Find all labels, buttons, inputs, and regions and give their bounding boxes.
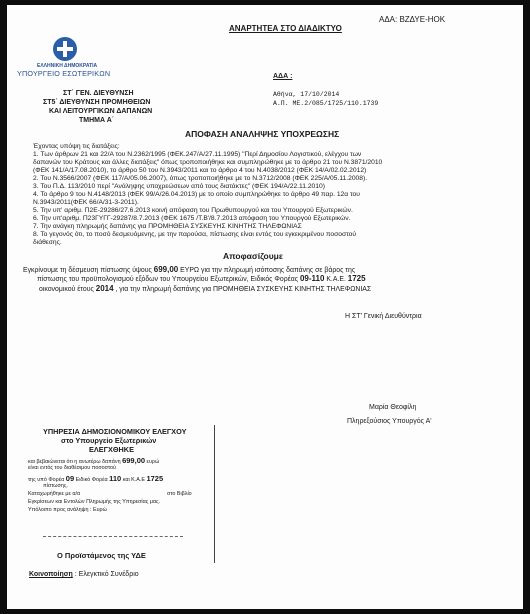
ada-label: ΑΔΑ : <box>273 73 293 80</box>
consideration-line: 7. Την ανάγκη πληρωμής δαπάνης για ΠΡΟΜΗΘΕΙΑ ΣΥΣΚΕΥΗΣ ΚΙΝΗΤΗΣ ΤΗΛΕΦΩΝΙΑΣ <box>33 223 302 230</box>
audit-text: και βεβαιώνεται ότι η ανωτέρω δαπάνη <box>28 459 123 465</box>
consideration-line: 2. Του Ν.3566/2007 (ΦΕΚ 117/Α/05.06.2007), όπως τροποποιήθηκε με το Ν.3712/2008 (ΦΕΚ 225/Α/05.11.2008). <box>33 175 368 182</box>
consideration-line: 3. Του Π.Δ. 113/2010 περί "Ανάληψης υποχρεώσεων από τους διατάκτες" (ΦΕΚ 194/Α/22.11.2010) <box>33 183 325 190</box>
document-page <box>7 5 523 609</box>
consideration-line: δαπανών του Κράτους και άλλες διατάξεις" όπως τροποποιήθηκε και συμπληρώθηκε με το άρθρο 21 του Ν.3871/2010 <box>33 159 383 166</box>
audit-kae: 1725 <box>146 474 164 483</box>
audit-text: της υπό Φορέα <box>28 477 66 483</box>
decision-forea: 09-110 <box>299 274 325 283</box>
audit-forea: 09 <box>65 474 75 483</box>
audit-line-4: πίστωσης. <box>43 483 68 489</box>
audit-title-1: ΥΠΗΡΕΣΙΑ ΔΗΜΟΣΙΟΝΟΜΙΚΟΥ ΕΛΕΓΧΟΥ <box>43 427 187 436</box>
ministry-name: ΥΠΟΥΡΓΕΙΟ ΕΣΩΤΕΡΙΚΩΝ <box>17 69 111 78</box>
audit-line-5b: στο Βιβλίο <box>167 491 192 497</box>
audit-line-1 <box>28 456 159 465</box>
audit-head-title: Ο Προϊστάμενος της ΥΔΕ <box>57 551 146 560</box>
greek-seal-icon <box>53 37 77 61</box>
signatory-role: Πληρεξούσιος Υπουργός Α' <box>347 418 432 425</box>
decision-text: , για την πληρωμή δαπάνης για ΠΡΟΜΗΘΕΙΑ ΣΥΣΚΕΥΗΣ ΚΙΝΗΤΗΣ ΤΗΛΕΦΩΝΙΑΣ <box>113 286 372 293</box>
decision-year: 2014 <box>95 284 114 293</box>
decide-heading: Αποφασίζουμε <box>223 251 283 261</box>
audit-text: και Κ.Α.Ε <box>121 477 147 483</box>
decision-text: Κ.Α.Ε. <box>324 276 346 283</box>
audit-line-2: είναι εντός του διαθέσιμου ποσοστού <box>28 465 117 471</box>
decision-kae: 1725 <box>347 274 366 283</box>
audit-title-3: ΕΛΕΓΧΘΗΚΕ <box>89 445 134 454</box>
protocol-line: Α.Π. ΜΕ.2/085/1725/110.1739 <box>273 100 379 107</box>
decision-text: Εγκρίνουμε τη δέσμευση πίστωσης ύψους <box>23 267 154 274</box>
decision-line-1 <box>23 265 355 274</box>
consideration-line: 8. Το γεγονός ότι, το ποσό δεσμευόμενης, με την παρούσα, πίστωσης είναι εντός του εγκεκριμένου ποσοστού <box>33 231 357 238</box>
decision-line-3 <box>39 284 371 293</box>
audit-amount: 699,00 <box>122 456 146 465</box>
date-line: Αθήνα, 17/10/2014 <box>273 91 340 98</box>
footer-value: : Ελεγκτικό Συνέδριο <box>74 571 139 578</box>
ada-code: ΑΔΑ: ΒΖΔΥΕ-ΗΟΚ <box>379 15 446 24</box>
country-name: ΕΛΛΗΝΙΚΗ ΔΗΜΟΚΡΑΤΙΑ <box>37 63 98 69</box>
consideration-line: 6. Την υπ'αριθμ. Π23ΓΥΓΓ-29287/8.7.2013 (ΦΕΚ 1675 /Τ.Β'/8.7.2013 απόφαση του Υπουργού Εξωτερικών. <box>33 215 351 222</box>
unit-line-2: ΣΤ5΄ ΔΙΕΥΘΥΝΣΗ ΠΡΟΜΗΘΕΙΩΝ <box>43 99 151 106</box>
posted-online-label: ΑΝΑΡΤΗΤΕΑ ΣΤΟ ΔΙΑΔΙΚΤΥΟ <box>229 24 342 33</box>
consideration-line: 5. Την υπ' αριθμ. Π2Ε-29286/27.6.2013 κοινή απόφαση του Πρωθυπουργού και του Υπουργού Εξωτερικών. <box>33 207 353 214</box>
consideration-line: (ΦΕΚ 141/Α/17.08.2010), το άρθρο 50 του Ν.3943/2011 και το άρθρο 4 του Ν.4038/2012 (ΦΕΚ 14/Α/02.02.2012) <box>33 167 367 174</box>
consideration-intro: Έχοντας υπόψη τις διατάξεις: <box>33 143 120 150</box>
footer-line <box>29 571 139 578</box>
unit-line-3: ΚΑΙ ΛΕΙΤΟΥΡΓΙΚΩΝ ΔΑΠΑΝΩΝ <box>49 108 153 115</box>
consideration-line: 1. Των άρθρων 21 και 22/Α του Ν.2362/1995 (ΦΕΚ.247/Α/27.11.1995) "Περί Δημοσίου Λογιστικού, ελέγχου των <box>33 151 362 158</box>
decision-text: οικονομικού έτους <box>39 286 96 293</box>
audit-title-2: στο Υπουργείο Εξωτερικών <box>61 436 157 445</box>
audit-text: Ειδικό Φορέα <box>74 477 110 483</box>
signatory-name: Μαρία Θεοφίλη <box>369 404 417 411</box>
audit-line-5a: Καταχωρήθηκε με α/α <box>28 491 81 497</box>
audit-line-6: Εγκρίσεων και Εντολών Πληρωμής της Υπηρεσίας μας. <box>28 499 161 505</box>
audit-line-3 <box>28 474 163 483</box>
decision-text: πίστωσης του προϋπολογισμού εξόδων του Υπουργείου Εξωτερικών, Ειδικός Φορέας <box>37 276 300 283</box>
consideration-line: διάθεσης. <box>33 239 62 246</box>
audit-eidikos: 110 <box>109 474 122 483</box>
footer-label: Κοινοποίηση <box>29 571 73 578</box>
audit-text: ευρώ <box>145 459 160 465</box>
consideration-line: Ν.3943/2011(ΦΕΚ 66/Α/31-3-2011). <box>33 199 139 206</box>
unit-line-4: ΤΜΗΜΑ Α΄ <box>79 117 115 124</box>
document-title: ΑΠΟΦΑΣΗ ΑΝΑΛΗΨΗΣ ΥΠΟΧΡΕΩΣΗΣ <box>185 129 340 139</box>
audit-signature-line <box>43 536 183 537</box>
consideration-line: 4. Το άρθρο 9 του Ν.4148/2013 (ΦΕΚ 99/Α/26.04.2013) με το οποίο συμπληρώθηκε το άρθρο 49 παρ. 12α του <box>33 191 360 198</box>
director-title: Η ΣΤ' Γενική Διευθύντρια <box>345 313 422 320</box>
decision-text: ΕΥΡΩ για την πληρωμή ισόποσης δαπάνης σε βάρος της <box>178 267 356 274</box>
unit-line-1: ΣΤ΄ ΓΕΝ. ΔΙΕΥΘΥΝΣΗ <box>63 90 134 97</box>
decision-line-2 <box>37 274 366 283</box>
audit-line-7: Υπόλοιπο προς ανάληψη : Ευρώ <box>28 507 107 513</box>
decision-amount: 699,00 <box>153 265 179 274</box>
